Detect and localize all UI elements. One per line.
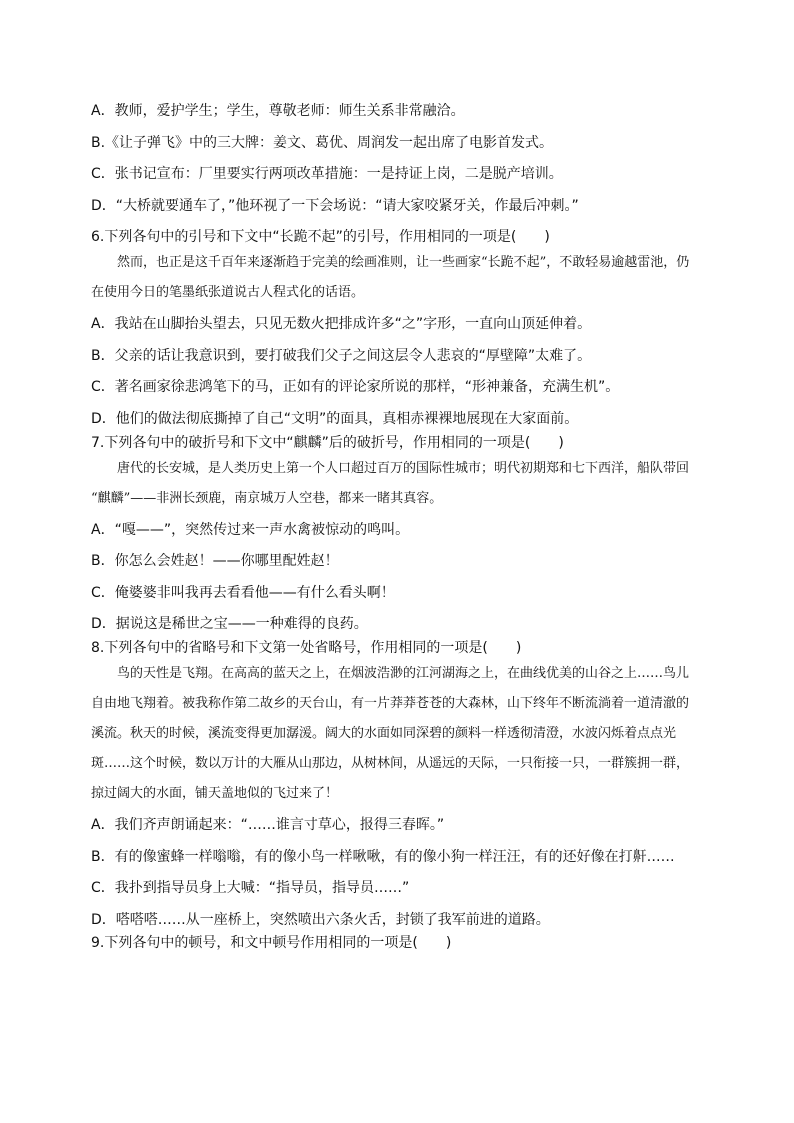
question-6-stem: 6.下列各句中的引号和下文中“长跪不起”的引号，作用相同的一项是( ) [91,229,550,245]
option-d: D．嗒嗒嗒……从一座桥上，突然喷出六条火舌，封锁了我军前进的道路。 [91,911,550,928]
option-c: C．著名画家徐悲鸿笔下的马，正如有的评论家所说的那样，“形神兼备，充满生机”。 [91,379,620,395]
question-8 [91,638,724,930]
passage-line: 自由地飞翔着。被我称作第二故乡的天台山，有一片莽莽苍苍的大森林，山下终年不断流淌着一道清澈的 [91,696,690,711]
question-7-stem: 7.下列各句中的破折号和下文中“麒麟”后的破折号，作用相同的一项是( ) [91,434,564,451]
question-5-options [91,101,724,216]
question-7-passage [91,459,724,509]
option-c: C．张书记宣布：厂里要实行两项改革措施：一是持证上岗，二是脱产培训。 [91,166,563,182]
passage-line: 然而，也正是这千百年来逐渐趋于完美的绘画准则，让一些画家“长跪不起”，不敢轻易逾越雷池，仍 [117,255,690,270]
option-a: A．我们齐声朗诵起来：“……谁言寸草心，报得三春晖。” [91,817,445,833]
option-a: A．我站在山脚抬头望去，只见无数火把排成许多“之”字形，一直向山顶延伸着。 [91,316,592,332]
option-d: D．他们的做法彻底撕掉了自己“文明”的面具，真相赤裸裸地展现在大家面前。 [91,410,579,427]
passage-line: 溪流。秋天的时候，溪流变得更加潺湲。阔大的水面如同深碧的颜料一样透彻清澄，水波闪烁着点点光 [91,726,677,741]
passage-line: 斑……这个时候，数以万计的大雁从山那边，从树林间，从遥远的天际，一只衔接一只，一群簇拥一群， [91,756,690,771]
question-8-passage [91,664,724,804]
option-b: B．你怎么会姓赵！——你哪里配姓赵！ [91,553,339,569]
option-b: B．父亲的话让我意识到，要打破我们父子之间这层令人悲哀的“厚壁障”太难了。 [91,347,592,364]
option-d: D．据说这是稀世之宝——一种难得的良药。 [91,616,368,632]
passage-line: 在使用今日的笔墨纸张道说古人程式化的话语。 [91,285,365,300]
question-6-passage [91,253,724,303]
passage-line: “麒麟”——非洲长颈鹿，南京城万人空巷，都来一睹其真容。 [91,490,443,506]
question-8-stem: 8.下列各句中的省略号和下文第一处省略号，作用相同的一项是( ) [91,640,522,656]
passage-line: 掠过阔大的水面，铺天盖地似的飞过来了！ [91,786,339,801]
option-b: B.《让子弹飞》中的三大牌：姜文、葛优、周润发一起出席了电影首发式。 [91,134,554,151]
passage-line: 唐代的长安城，是人类历史上第一个人口超过百万的国际性城市；明代初期郑和七下西洋，船队带回 [117,460,690,476]
question-6 [91,227,724,429]
option-a: A．“嘎——”，突然传过来一声水禽被惊动的鸣叫。 [91,521,410,538]
option-a: A．教师，爱护学生；学生，尊敬老师：师生关系非常融洽。 [91,103,465,119]
question-7 [91,433,724,635]
option-d: D．“大桥就要通车了，”他环视了一下会场说：“请大家咬紧牙关，作最后冲刺。” [91,197,579,214]
question-9 [91,933,724,953]
option-c: C．俺婆婆非叫我再去看看他——有什么看头啊！ [91,584,395,601]
option-c: C．我扑到指导员身上大喊：“指导员，指导员……” [91,880,410,896]
option-b: B．有的像蜜蜂一样嗡嗡，有的像小鸟一样啾啾，有的像小狗一样汪汪，有的还好像在打鼾…… [91,848,675,865]
passage-line: 鸟的天性是飞翔。在高高的蓝天之上，在烟波浩渺的江河湖海之上，在曲线优美的山谷之上……鸟儿 [117,666,690,681]
question-9-stem: 9.下列各句中的顿号，和文中顿号作用相同的一项是( ) [91,934,452,951]
